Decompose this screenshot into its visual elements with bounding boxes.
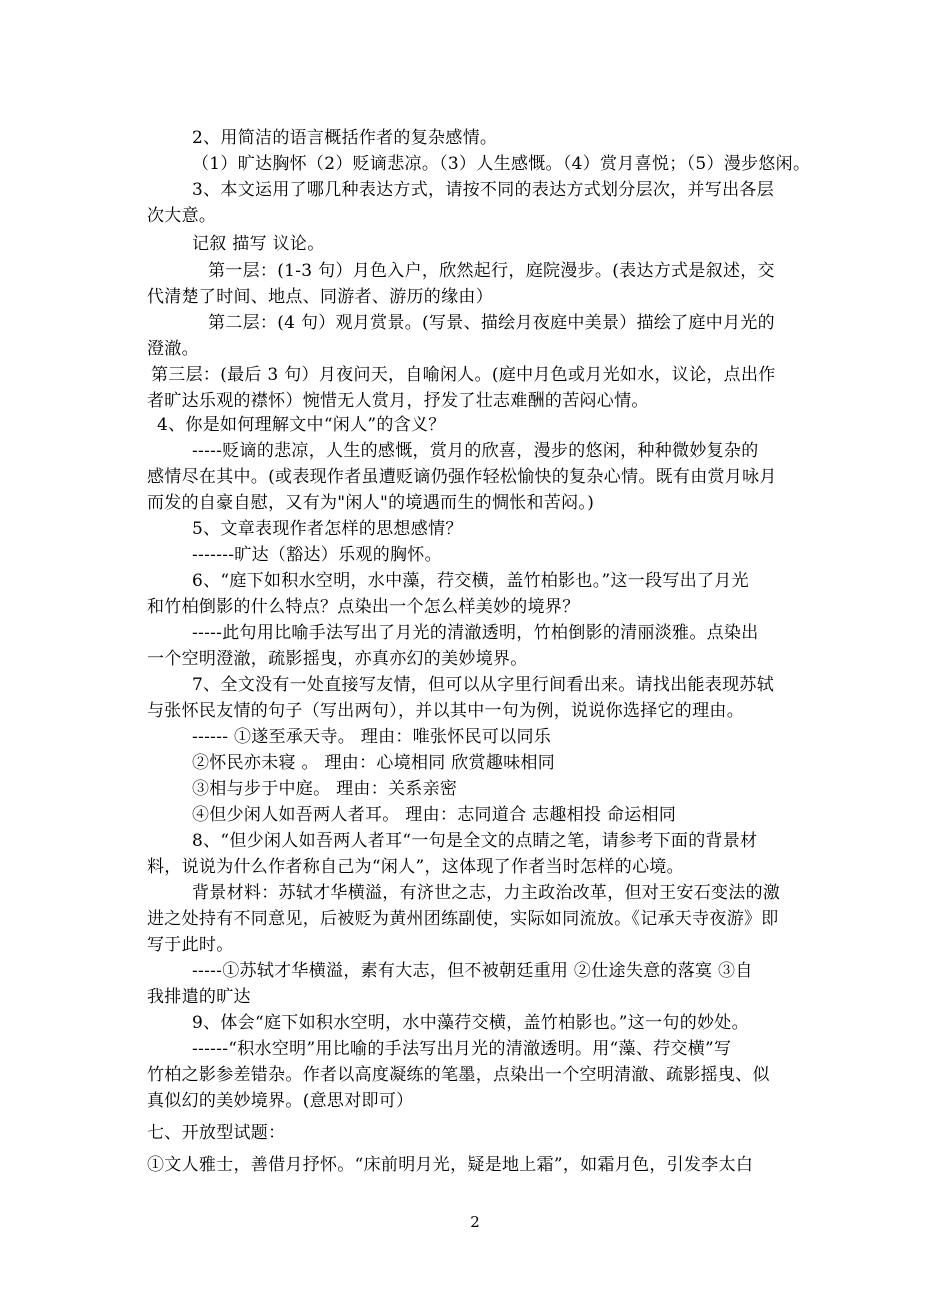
answer-5: -------旷达（豁达）乐观的胸怀。 [192, 545, 442, 565]
layer-2: 第二层：(4 句）观月赏景。(写景、描绘月夜庭中美景）描绘了庭中月光的 [208, 313, 775, 333]
layer-3-cont: 者旷达乐观的襟怀）惋惜无人赏月，抒发了壮志难酬的苦闷心情。 [147, 391, 649, 411]
answer-7-item-4: ④但少闲人如吾两人者耳。 理由：志同道合 志趣相投 命运相同 [192, 805, 677, 825]
answer-9-cont-1: 竹柏之影参差错杂。作者以高度凝练的笔墨，点染出一个空明清澈、疏影摇曳、似 [147, 1065, 770, 1085]
question-6-cont: 和竹柏倒影的什么特点？点染出一个怎么样美妙的境界？ [147, 597, 580, 617]
answer-8: -----①苏轼才华横溢，素有大志，但不被朝廷重用 ②仕途失意的落寞 ③自 [192, 961, 753, 981]
question-8-cont: 料，说说为什么作者称自己为“闲人”，这体现了作者当时怎样的心境。 [147, 857, 684, 877]
question-5: 5、文章表现作者怎样的思想感情？ [192, 519, 463, 539]
answer-7-item-1: ------ ①遂至承天寺。 理由：唯张怀民可以同乐 [192, 727, 552, 747]
answer-8-cont: 我排遣的旷达 [147, 987, 251, 1007]
question-6: 6、“庭下如积水空明，水中藻，荇交横，盖竹柏影也。”这一段写出了月光 [192, 571, 749, 591]
layer-2-cont: 澄澈。 [147, 339, 199, 359]
layer-3: 第三层：(最后 3 句）月夜问天，自喻闲人。(庭中月色或月光如水，议论，点出作 [151, 365, 776, 385]
answer-4: -----贬谪的悲凉，人生的感慨，赏月的欣喜，漫步的悠闲，种种微妙复杂的 [192, 441, 759, 461]
page-number: 2 [470, 1213, 480, 1231]
open-question-1: ①文人雅士，善借月抒怀。“床前明月光，疑是地上霜”，如霜月色，引发李太白 [147, 1155, 754, 1175]
question-8: 8、“但少闲人如吾两人者耳“一句是全文的点睛之笔，请参考下面的背景材 [192, 831, 758, 851]
answer-2: （1）旷达胸怀（2）贬谪悲凉。（3）人生感慨。（4）赏月喜悦；（5）漫步悠闲。 [192, 154, 811, 174]
layer-1-cont: 代清楚了时间、地点、同游者、游历的缘由） [147, 287, 493, 307]
answer-7-item-3: ③相与步于中庭。 理由：关系亲密 [192, 779, 458, 799]
answer-7-item-2: ②怀民亦未寝 。 理由：心境相同 欣赏趣味相同 [192, 753, 556, 773]
answer-9-cont-2: 真似幻的美妙境界。(意思对即可） [147, 1091, 414, 1111]
section-7-heading: 七、开放型试题： [147, 1123, 286, 1143]
answer-6-cont: 一个空明澄澈，疏影摇曳，亦真亦幻的美妙境界。 [147, 649, 528, 669]
answer-6: -----此句用比喻手法写出了月光的清澈透明，竹柏倒影的清丽淡雅。点染出 [192, 623, 759, 643]
answer-4-cont-2: 而发的自豪自慰，又有为"闲人"的境遇而生的惆怅和苦闷。) [147, 493, 595, 513]
layer-1: 第一层：(1-3 句）月色入户，欣然起行，庭院漫步。(表达方式是叙述，交 [208, 261, 775, 281]
answer-9: ------“积水空明”用比喻的手法写出月光的清澈透明。用“藻、荇交横”写 [192, 1039, 732, 1059]
question-4: 4、你是如何理解文中“闲人”的含义？ [157, 415, 446, 435]
background-material: 背景材料：苏轼才华横溢，有济世之志，力主政治改革，但对王安石变法的激 [192, 883, 781, 903]
background-material-cont-2: 写于此时。 [147, 935, 234, 955]
answer-4-cont-1: 感情尽在其中。(或表现作者虽遭贬谪仍强作轻松愉快的复杂心情。既有由赏月咏月 [147, 467, 777, 487]
question-3-cont: 次大意。 [147, 206, 217, 226]
question-9: 9、体会“庭下如积水空明，水中藻荇交横，盖竹柏影也。”这一句的妙处。 [192, 1013, 749, 1033]
background-material-cont-1: 进之处持有不同意见，后被贬为黄州团练副使，实际如同流放。《记承天寺夜游》即 [147, 909, 779, 929]
question-7: 7、全文没有一处直接写友情，但可以从字里行间看出来。请找出能表现苏轼 [192, 675, 775, 695]
question-7-cont: 与张怀民友情的句子（写出两句），并以其中一句为例，说说你选择它的理由。 [147, 701, 744, 721]
question-3: 3、本文运用了哪几种表达方式，请按不同的表达方式划分层次，并写出各层 [192, 180, 775, 200]
question-2: 2、用简洁的语言概括作者的复杂感情。 [192, 128, 498, 148]
answer-3-modes: 记叙 描写 议论。 [192, 234, 325, 254]
